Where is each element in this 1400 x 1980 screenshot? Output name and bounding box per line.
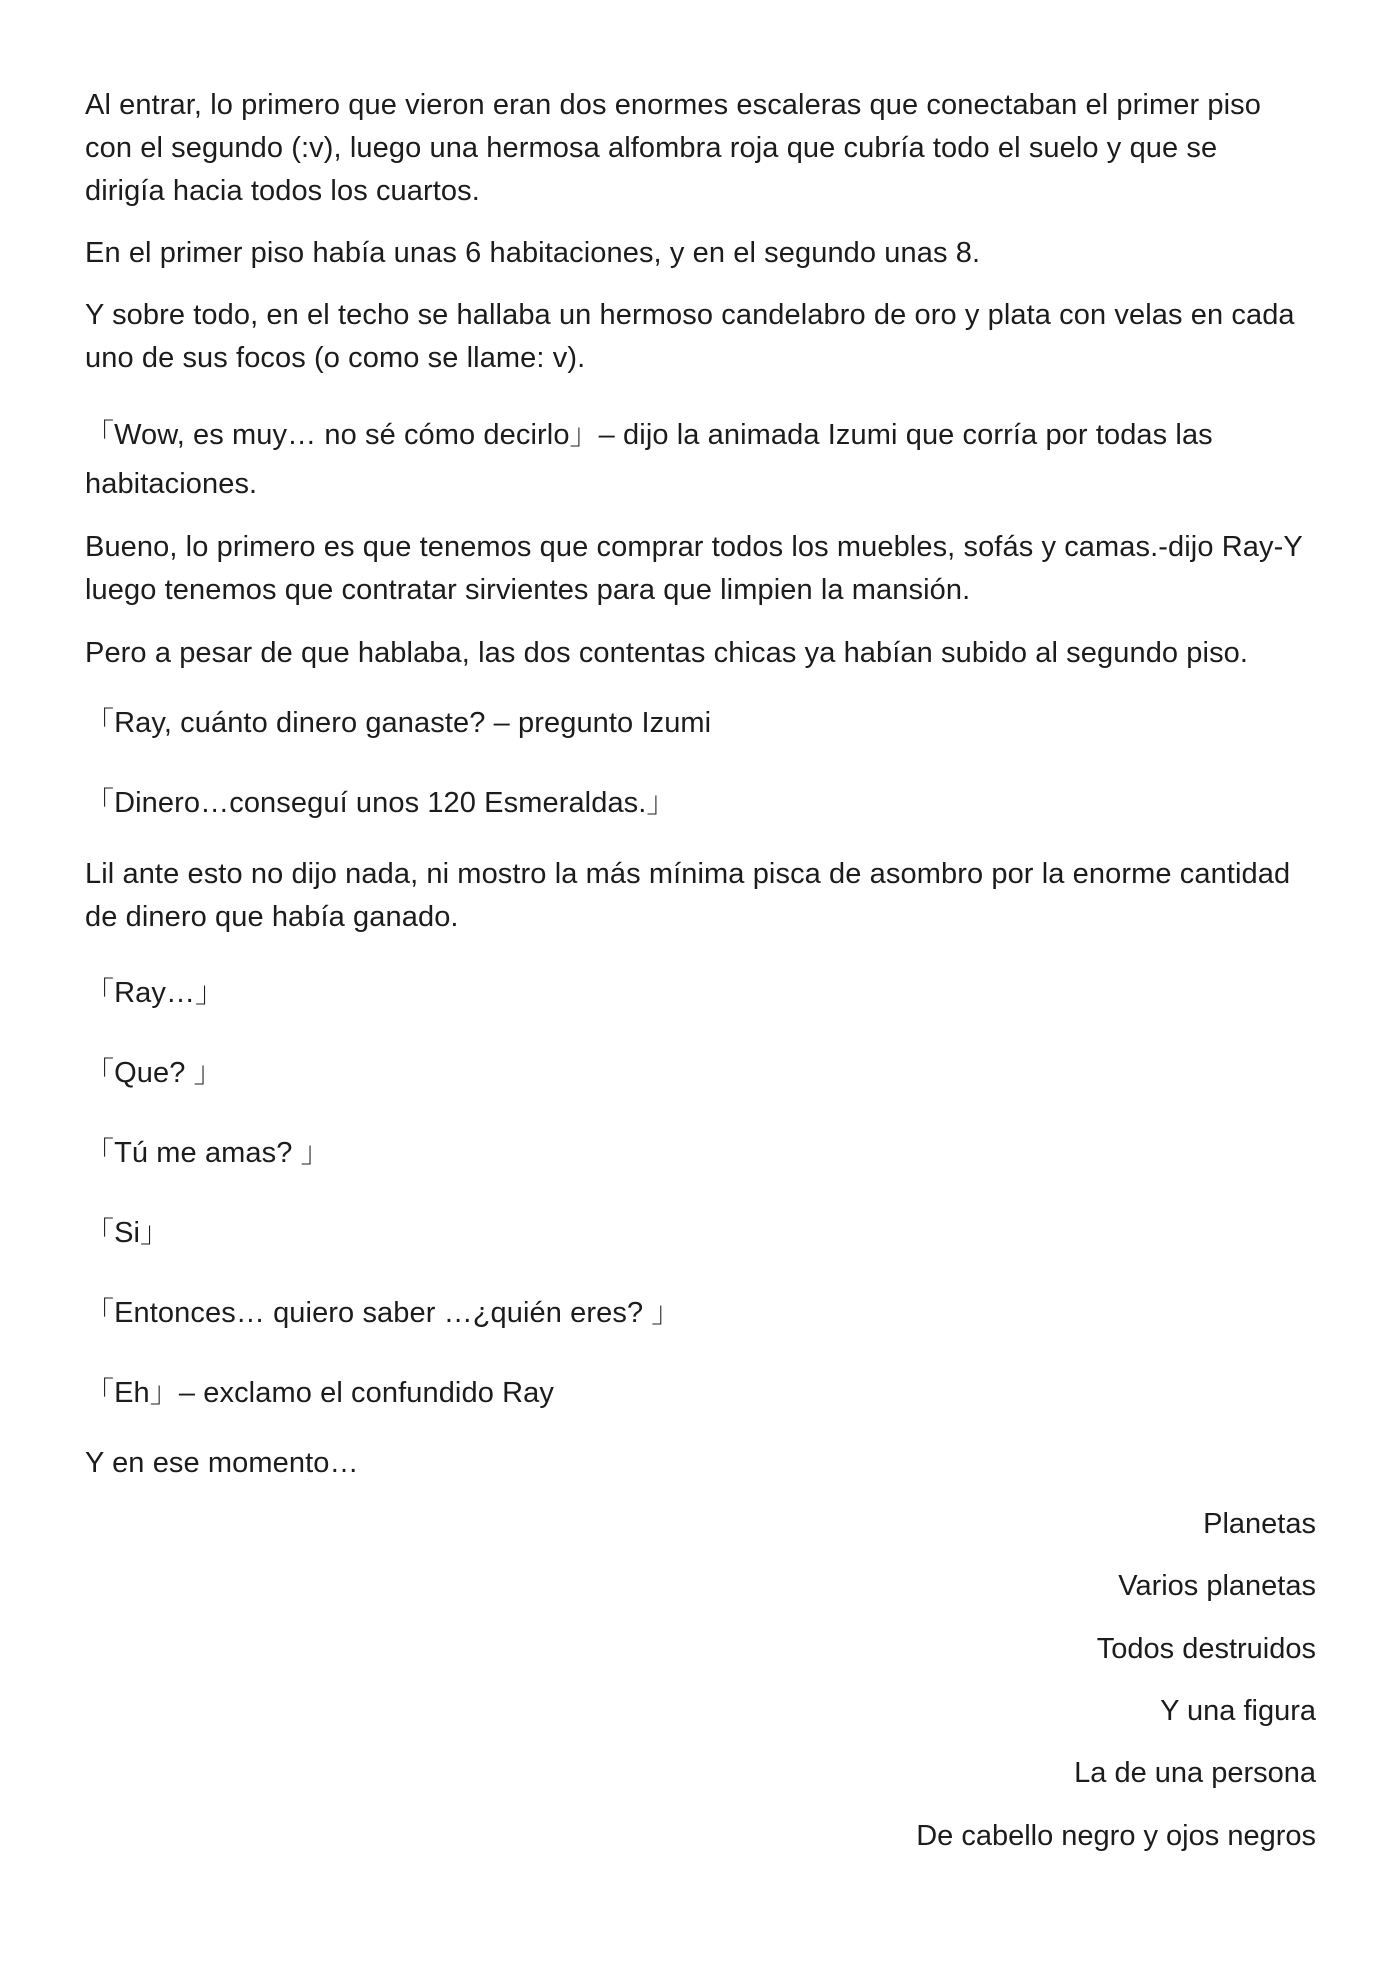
paragraph <box>85 294 1317 380</box>
text-line: 「Que? 」 <box>85 1057 223 1089</box>
dialogue-line <box>85 972 1317 1015</box>
paragraph <box>85 84 1317 213</box>
dialogue-line <box>85 782 1317 825</box>
text-line: 「Tú me amas? 」 <box>85 1137 330 1169</box>
right-aligned-line: Planetas <box>1203 1508 1316 1540</box>
paragraph <box>85 232 1317 275</box>
right-aligned-line: Y una figura <box>1160 1695 1316 1727</box>
text-line: 「Entonces… quiero saber …¿quién eres? 」 <box>85 1297 681 1329</box>
text-line: Lil ante esto no dijo nada, ni mostro la más mínima pisca de asombro por la enorme cantidad <box>85 858 1291 890</box>
dialogue-line <box>85 1052 1317 1095</box>
text-line: Y en ese momento… <box>85 1447 359 1479</box>
text-line: 「Si」 <box>85 1217 170 1249</box>
text-line: 「Eh」– exclamo el confundido Ray <box>85 1377 554 1409</box>
paragraph <box>85 1442 1317 1485</box>
text-line: 「Dinero…conseguí unos 120 Esmeraldas.」 <box>85 787 676 819</box>
right-aligned-line: Varios planetas <box>1118 1570 1316 1602</box>
dialogue-line <box>85 702 1317 745</box>
text-line: uno de sus focos (o como se llame: v). <box>85 342 586 374</box>
text-line: 「Ray…」 <box>85 977 225 1009</box>
paragraph <box>85 853 1317 939</box>
paragraph <box>85 411 1317 509</box>
text-line: 「Ray, cuánto dinero ganaste? – pregunto Izumi <box>85 707 712 739</box>
text-line: Y sobre todo, en el techo se hallaba un hermoso candelabro de oro y plata con velas en cada <box>85 299 1295 331</box>
text-line: habitaciones. <box>85 468 258 500</box>
text-line: con el segundo (:v), luego una hermosa alfombra roja que cubría todo el suelo y que se <box>85 132 1218 164</box>
text-line: Al entrar, lo primero que vieron eran dos enormes escaleras que conectaban el primer piso <box>85 89 1261 121</box>
text-line: En el primer piso había unas 6 habitaciones, y en el segundo unas 8. <box>85 237 981 269</box>
text-line: de dinero que había ganado. <box>85 901 459 933</box>
right-aligned-line: De cabello negro y ojos negros <box>916 1820 1316 1852</box>
dialogue-line <box>85 1372 1317 1415</box>
text-line: 「Wow, es muy… no sé cómo decirlo」– dijo la animada Izumi que corría por todas las <box>85 419 1213 451</box>
dialogue-line <box>85 1132 1317 1175</box>
paragraph <box>85 632 1317 675</box>
dialogue-line <box>85 1212 1317 1255</box>
text-line: dirigía hacia todos los cuartos. <box>85 175 480 207</box>
text-line: Pero a pesar de que hablaba, las dos contentas chicas ya habían subido al segundo piso. <box>85 637 1249 669</box>
text-line: Bueno, lo primero es que tenemos que comprar todos los muebles, sofás y camas.-dijo Ray-Y <box>85 531 1303 563</box>
dialogue-line <box>85 1292 1317 1335</box>
text-line: luego tenemos que contratar sirvientes para que limpien la mansión. <box>85 574 971 606</box>
paragraph <box>85 526 1317 612</box>
right-aligned-line: La de una persona <box>1074 1757 1316 1789</box>
right-aligned-line: Todos destruidos <box>1096 1633 1316 1665</box>
